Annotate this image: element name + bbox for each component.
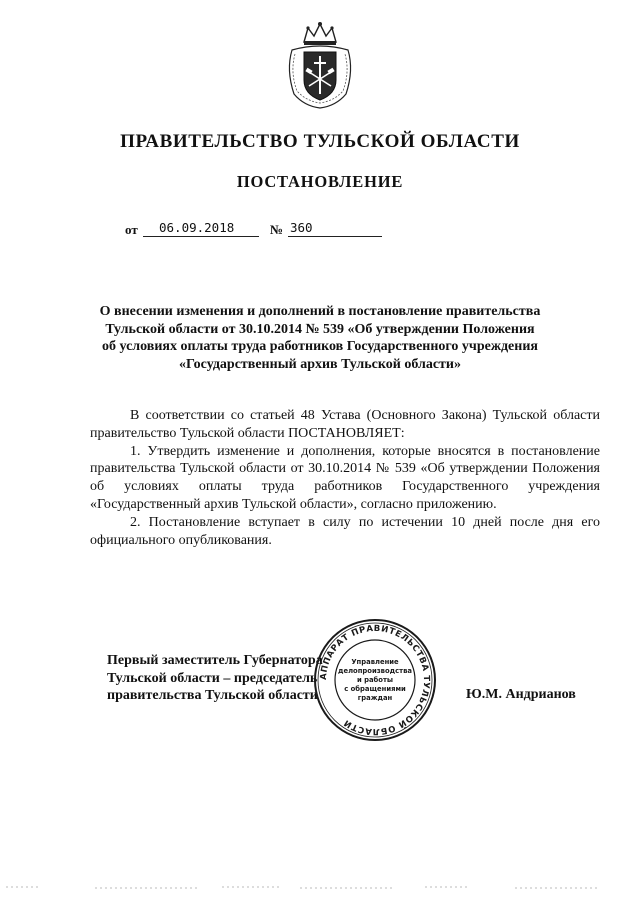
seal-center-line: граждан <box>357 694 393 702</box>
signer-position-line: правительства Тульской области <box>107 688 318 703</box>
subject-line: Тульской области от 30.10.2014 № 539 «Об утверждении Положения <box>105 321 535 337</box>
seal-ring-text: АППАРАТ ПРАВИТЕЛЬСТВА ТУЛЬСКОЙ ОБЛАСТИ <box>318 623 432 737</box>
document-date: 06.09.2018 <box>143 220 259 237</box>
clause-1-paragraph: 1. Утвердить изменение и дополнения, которые вносятся в постановление правительства Тульской области от 30.10.2014 № 539 «Об утверждении Положения об условиях оплаты труда работников Государственного учреждения «Государственный архив Тульской области», согласно приложению. <box>90 443 600 512</box>
preamble-paragraph: В соответствии со статьей 48 Устава (Основного Закона) Тульской области правительство Тульской области ПОСТАНОВЛЯЕТ: <box>90 408 600 441</box>
seal-center-line: и работы <box>356 676 394 684</box>
subject-line: «Государственный архив Тульской области» <box>179 356 461 372</box>
document-number: 360 <box>288 220 382 237</box>
signer-position <box>107 652 323 705</box>
number-prefix: № <box>270 222 284 237</box>
seal-center-line: с обращениями <box>344 685 406 693</box>
document-subject <box>96 303 544 373</box>
signer-position-line: Первый заместитель Губернатора <box>107 653 323 668</box>
seal-center-line: Управление <box>351 658 399 666</box>
clause-2-paragraph: 2. Постановление вступает в силу по истечении 10 дней после дня его официального опубликования. <box>90 514 600 548</box>
government-title: ПРАВИТЕЛЬСТВО ТУЛЬСКОЙ ОБЛАСТИ <box>120 131 520 152</box>
seal-center-line: делопроизводства <box>337 667 413 675</box>
signer-name: Ю.М. Андрианов <box>466 687 576 702</box>
subject-line: О внесении изменения и дополнений в постановление правительства <box>99 304 541 319</box>
official-seal <box>312 617 438 743</box>
subject-line: об условиях оплаты труда работников Государственного учреждения <box>102 339 538 354</box>
document-body <box>90 407 600 549</box>
tula-coat-of-arms-icon <box>284 20 356 110</box>
signer-position-line: Тульской области – председатель <box>107 670 318 686</box>
scan-artifact <box>0 884 640 892</box>
document-type: ПОСТАНОВЛЕНИЕ <box>236 172 404 191</box>
date-prefix: от <box>125 222 138 237</box>
